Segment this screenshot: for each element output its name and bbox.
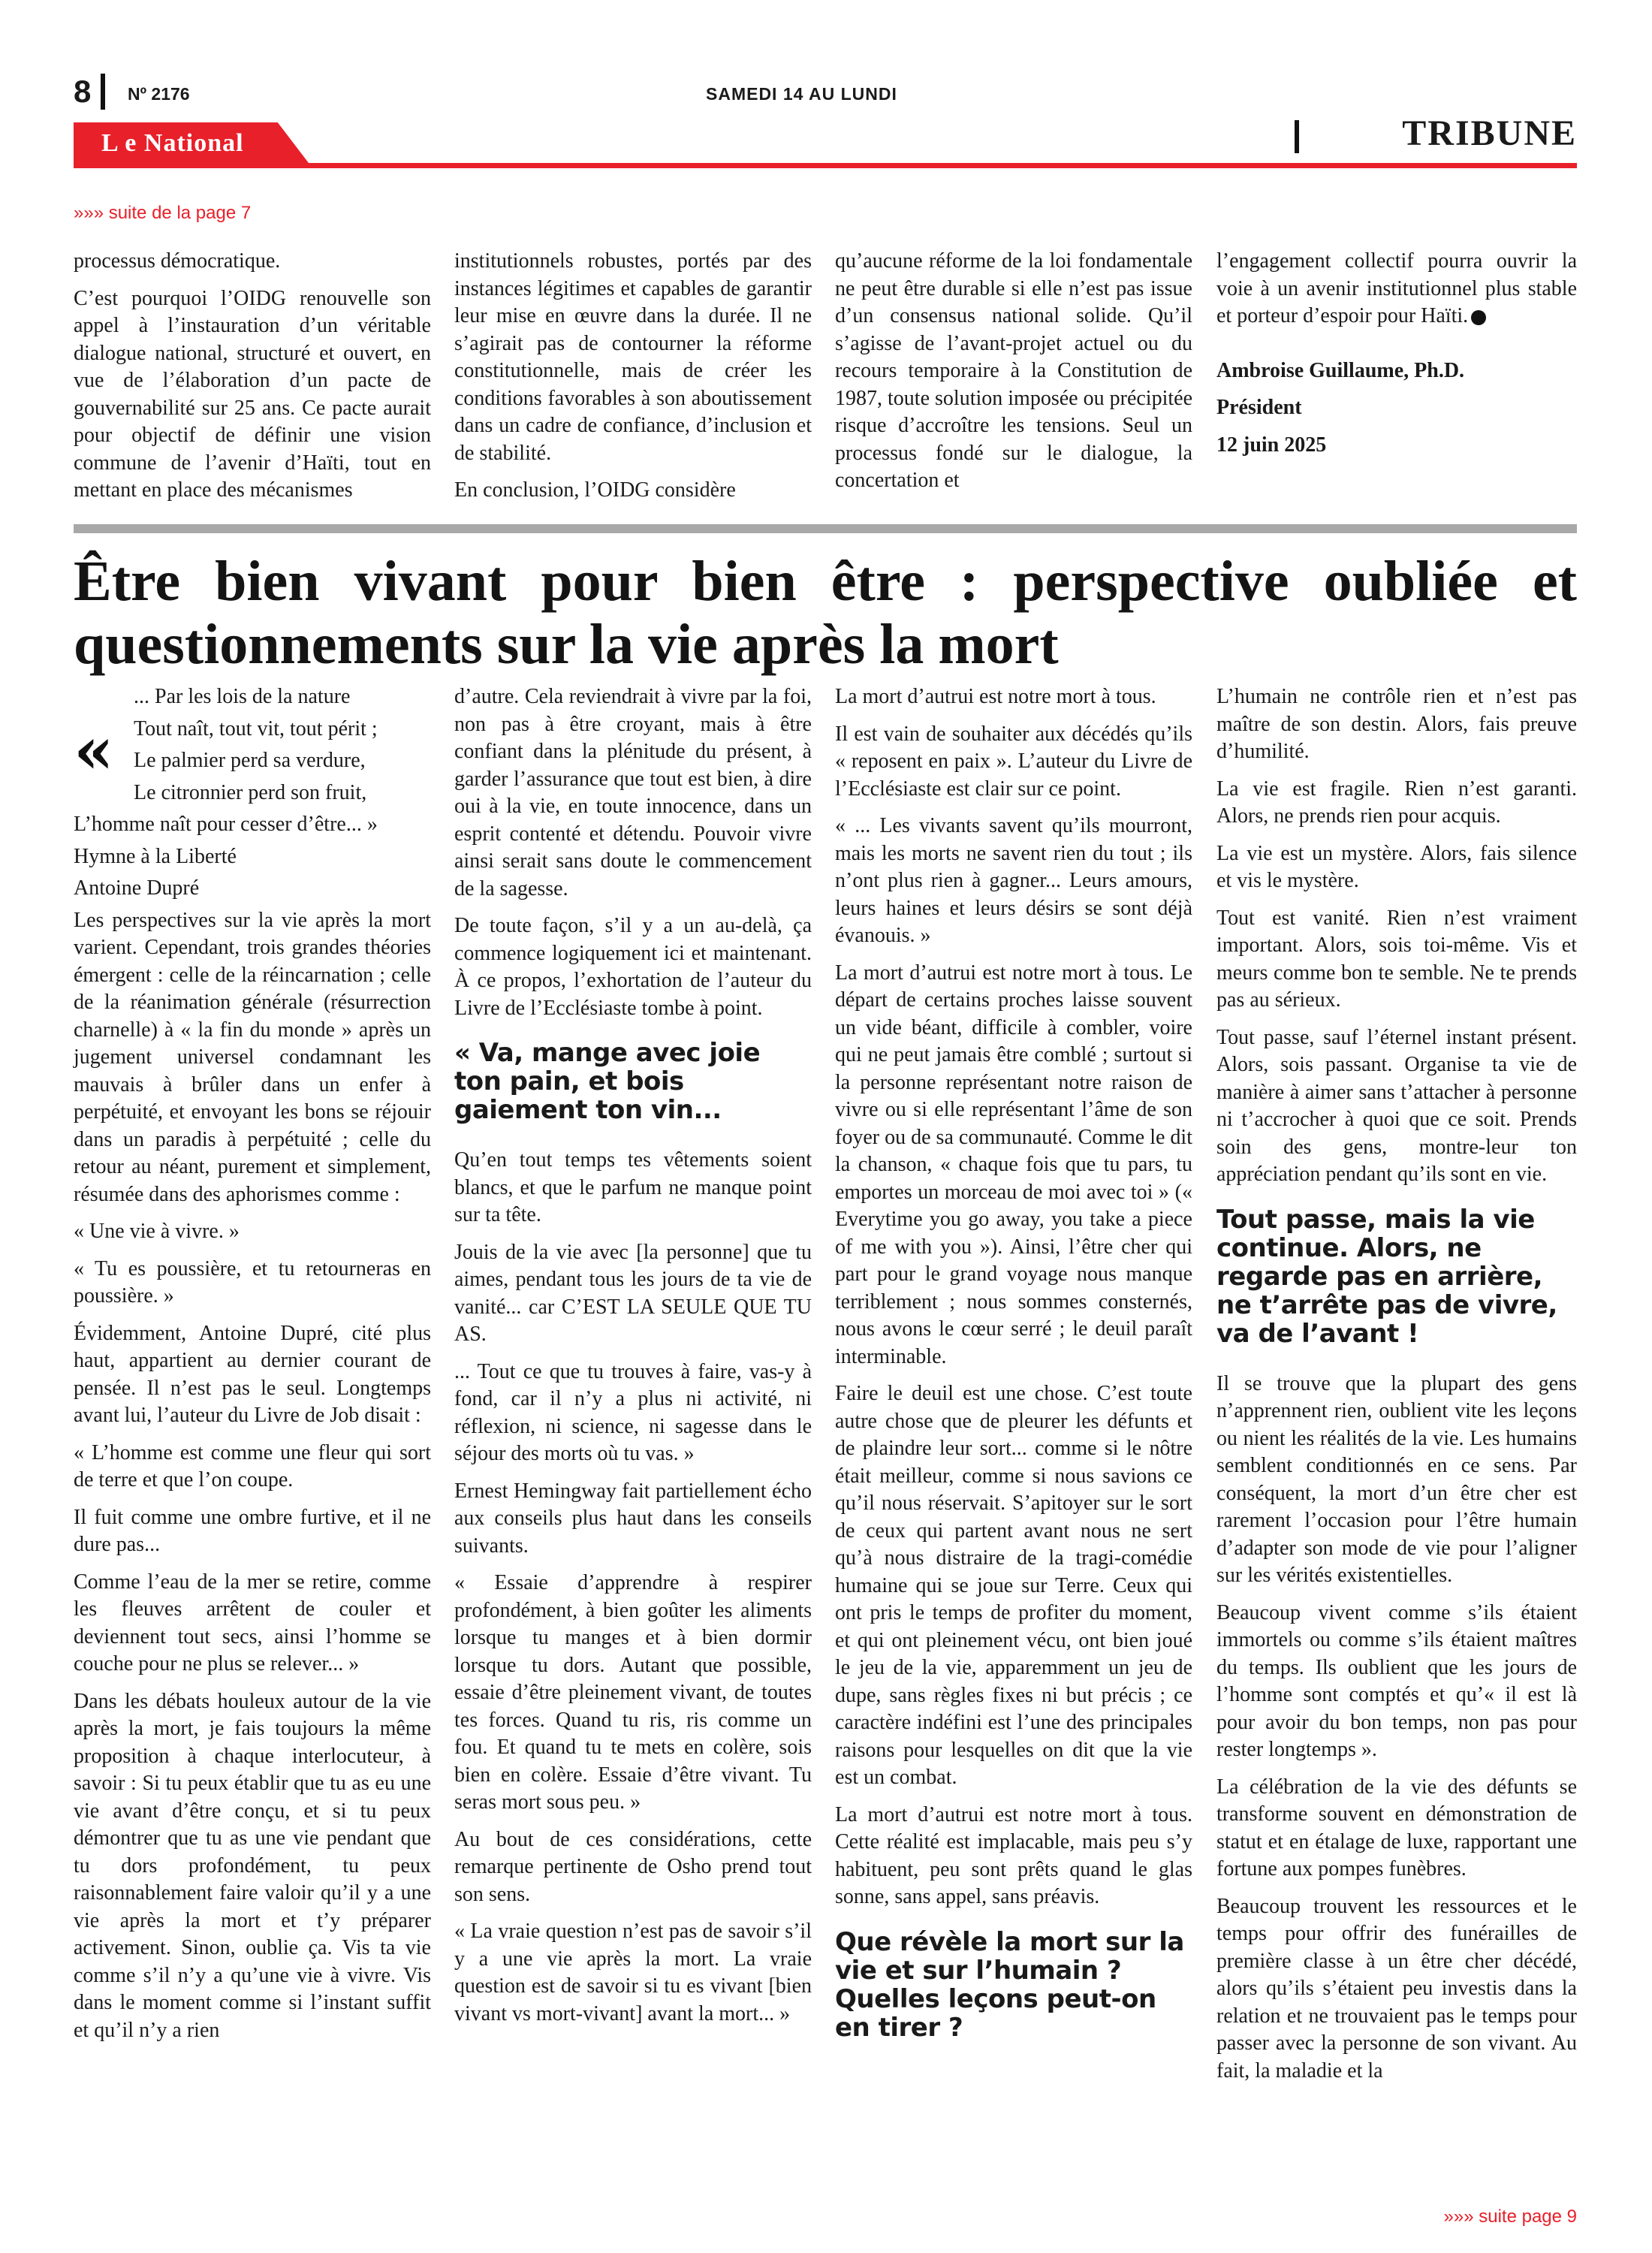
paragraph: En conclusion, l’OIDG considère: [454, 478, 736, 502]
verse-line: Le palmier perd sa verdure,: [134, 749, 366, 772]
paragraph: La mort d’autrui est notre mort à tous.: [835, 685, 1156, 708]
subheading: « Va, mange avec joie ton pain, et bois gaiement ton vin...: [454, 1038, 761, 1125]
issue-number: Nº 2176: [128, 84, 190, 104]
page-number: 8: [74, 74, 92, 109]
paragraph: Les perspectives sur la vie après la mort varient. Cependant, trois grandes théories émergent : celle de la réincarnation ; celle de la réanimation générale (résurrection charnelle) à « la fin du monde » après un jugement universel condamnant les mauvais à brûler dans un enfer à perpétuité, et envoyant les bons se réjouir dans un paradis à perpétuité ; celle du retour au néant, purement et simplement, résumée dans des aphorismes comme :: [74, 908, 431, 1206]
main-article-column-2: [454, 683, 812, 2037]
continued-from-link[interactable]: »»» suite de la page 7: [74, 203, 252, 223]
paragraph: « Une vie à vivre. »: [74, 1220, 240, 1243]
paragraph: La vie est un mystère. Alors, fais silence et vis le mystère.: [1216, 841, 1577, 892]
paragraph: « ... Les vivants savent qu’ils mourront, mais les morts ne savent rien du tout ; ils n’ont plus rien à gagner... Leurs amours, leurs haines et leurs désirs se sont déjà évanouis. »: [835, 814, 1192, 947]
subheading: Tout passe, mais la vie continue. Alors, ne regarde pas en arrière, ne t’arrête pas de vivre, va de l’avant !: [1216, 1204, 1557, 1349]
paragraph: Qu’en tout temps tes vêtements soient blancs, et que le parfum ne manque point sur ta tête.: [454, 1148, 812, 1226]
signature-title: Président: [1216, 396, 1302, 419]
signature-name: Ambroise Guillaume, Ph.D.: [1216, 358, 1465, 382]
paragraph: institutionnels robustes, portés par des instances légitimes et capables de garantir leur mise en œuvre dans la durée. Il ne s’agirait pas de contourner la réforme constitutionnelle, mais de créer les conditions favorables à son aboutissement dans un cadre de confiance, d’inclusion et de stabilité.: [454, 249, 812, 465]
paragraph: « Tu es poussière, et tu retourneras en poussière. »: [74, 1256, 431, 1307]
paragraph: Dans les débats houleux autour de la vie après la mort, je fais toujours la même proposition à chaque interlocuteur, à savoir : Si tu peux établir que tu as eu une vie avant d’être conçu, et si tu peux démontrer que tu as une vie pendant que tu dors profondément, tu peux raisonnablement faire valoir qu’il y a une vie après la mort et t’y préparer activement. Sinon, oublie ça. Vis ta vie comme s’il n’y a qu’une vie à vivre. Vis dans le moment comme si l’instant suffit et qu’il n’y a rien: [74, 1689, 431, 2042]
paragraph: qu’aucune réforme de la loi fondamentale ne peut être durable si elle n’est pas issue d’un consensus national solide. Qu’il s’agisse de l’avant-projet actuel ou du recours temporaire à la Constitution de 1987, toute solution imposée ou précipitée risque d’accroître les tensions. Seul un processus fondé sur le dialogue, la concertation et: [835, 249, 1192, 492]
main-article-column-3: [835, 683, 1192, 2064]
end-of-article-icon: [1471, 310, 1486, 325]
paragraph: La mort d’autrui est notre mort à tous. Cette réalité est implacable, mais peu s’y habituent, peu sont prêts quand le glas sonne, sans appel, sans préavis.: [835, 1802, 1192, 1908]
paragraph: La mort d’autrui est notre mort à tous. Le départ de certains proches laisse souvent un vide béant, difficile à combler, voire qui ne peut jamais être comblé ; surtout si la personne représentant notre raison de vivre ou si elle représentant l’âme de son foyer ou de sa communauté. Comme le dit la chanson, « chaque fois que tu pars, tu emportes un morceau de moi avec toi » (« Everytime you go away, you take a piece of me with you »). Ainsi, l’être cher qui part pour le grand voyage nous manque terriblement ; nous sommes consternés, nous avons le cœur serré ; le deuil paraît interminable.: [835, 961, 1192, 1368]
top-article-column-2: [454, 248, 812, 514]
paragraph: « La vraie question n’est pas de savoir s’il y a une vie après la mort. La vraie question est de savoir si tu es vivant [bien vivant vs mort-vivant] avant la mort... »: [454, 1920, 812, 2025]
section-divider: [1295, 120, 1299, 153]
paragraph: Beaucoup trouvent les ressources et le temps pour offrir des funérailles de première classe à un être cher décédé, alors qu’ils s’étaient peu investis dans la relation et ne trouvaient pas le temps pour passer avec la personne de son vivant. Au fait, la maladie et la: [1216, 1894, 1577, 2083]
dateline: SAMEDI 14 AU LUNDI: [706, 84, 897, 104]
paragraph: C’est pourquoi l’OIDG renouvelle son appel à l’instauration d’un véritable dialogue national, structuré et ouvert, en vue de l’élaboration d’un pacte de gouvernabilité sur 25 ans. Ce pacte aurait pour objectif de définir une vision commune de l’avenir d’Haïti, tout en mettant en place des mécanismes: [74, 286, 431, 502]
paragraph: d’autre. Cela reviendrait à vivre par la foi, non pas à être croyant, mais à être confiant dans la plénitude du présent, à garder l’assurance que tout est bien, à dire oui à la vie, en toute innocence, dans un esprit contenté et détendu. Pouvoir vivre ainsi serait sans doute le commencement de la sagesse.: [454, 685, 812, 900]
opening-quote-icon: «: [74, 713, 114, 789]
top-article-column-1: [74, 248, 431, 514]
paragraph: Tout passe, sauf l’éternel instant présent. Alors, sois passant. Organise ta vie de manière à aimer sans t’attacher à personne ni t’accrocher à quoi que ce soit. Prends soin des gens, montre-leur ton appréciation pendant qu’ils sont en vie.: [1216, 1025, 1577, 1186]
paragraph: L’humain ne contrôle rien et n’est pas maître de son destin. Alors, fais preuve d’humilité.: [1216, 685, 1577, 763]
paragraph: Faire le deuil est une chose. C’est toute autre chose que de pleurer les défunts et de plaindre leur sort... comme si le nôtre était meilleur, comme si nous savions ce qu’il nous réservait. S’apitoyer sur le sort de ceux qui partent avant nous ne sert qu’à nous distraire de la tragi-comédie humaine qui se joue sur Terre. Ceux qui ont pris le temps de profiter du moment, et qui ont pleinement vécu, ont bien joué le jeu de la vie, apparemment un jeu de dupe, sans règles fixes ni but précis ; ce caractère indéfini est l’une des principales raisons pour lesquelles on dit que la vie est un combat.: [835, 1382, 1192, 1789]
verse-line: Tout naît, tout vit, tout périt ;: [134, 716, 378, 740]
quote-author: Antoine Dupré: [74, 876, 200, 900]
article-divider: [74, 524, 1577, 533]
page-number-divider: [101, 74, 105, 110]
paragraph: La vie est fragile. Rien n’est garanti. Alors, ne prends rien pour acquis.: [1216, 777, 1577, 828]
paragraph: « L’homme est comme une fleur qui sort de terre et que l’on coupe.: [74, 1440, 431, 1491]
main-article-column-4: [1216, 683, 1577, 2095]
paragraph: Comme l’eau de la mer se retire, comme les fleuves arrêtent de couler et deviennent tout secs, ainsi l’homme se couche pour ne plus se relever... »: [74, 1570, 431, 1675]
paragraph: La célébration de la vie des défunts se transforme souvent en démonstration de statut et en étalage de luxe, rapportant une fortune aux pompes funèbres.: [1216, 1775, 1577, 1881]
paragraph: Il est vain de souhaiter aux décédés qu’ils « reposent en paix ». L’auteur du Livre de l’Ecclésiaste est clair sur ce point.: [835, 722, 1192, 801]
paragraph: L’homme naît pour cesser d’être... »: [74, 813, 378, 836]
paragraph: Évidemment, Antoine Dupré, cité plus haut, appartient au dernier courant de pensée. Il n’est pas le seul. Longtemps avant lui, l’auteur du Livre de Job disait :: [74, 1321, 431, 1427]
article-headline: Être bien vivant pour bien être : perspective oubliée et questionnements sur la vie après la mort: [74, 550, 1577, 676]
continued-to-link[interactable]: »»» suite page 9: [1443, 2206, 1577, 2227]
subheading: Que révèle la mort sur la vie et sur l’humain ? Quelles leçons peut-on en tirer ?: [835, 1926, 1184, 2043]
top-article-column-4: [1216, 248, 1577, 469]
verse-line: ... Par les lois de la nature: [134, 685, 351, 708]
masthead-logo: L e National: [101, 129, 244, 157]
header-rule: [74, 163, 1577, 168]
quote-source: Hymne à la Liberté: [74, 844, 237, 868]
main-article-column-1: [74, 683, 431, 2054]
paragraph: Au bout de ces considérations, cette remarque pertinente de Osho prend tout son sens.: [454, 1827, 812, 1906]
paragraph: De toute façon, s’il y a un au-delà, ça commence logiquement ici et maintenant. À ce propos, l’exhortation de l’auteur du Livre de l’Ecclésiaste tombe à point.: [454, 914, 812, 1020]
paragraph: ... Tout ce que tu trouves à faire, vas-y à fond, car il n’y a plus ni activité, ni réflexion, ni science, ni sagesse dans le séjour des morts où tu vas. »: [454, 1359, 812, 1465]
paragraph: Tout est vanité. Rien n’est vraiment important. Alors, sois toi-même. Vis et meurs comme bon te semble. Ne te prends pas au sérieux.: [1216, 906, 1577, 1012]
paragraph: Il fuit comme une ombre furtive, et il ne dure pas...: [74, 1505, 431, 1556]
paragraph: processus démocratique.: [74, 249, 281, 273]
top-article-column-3: [835, 248, 1192, 505]
verse-line: Le citronnier perd son fruit,: [134, 780, 367, 804]
signature-date: 12 juin 2025: [1216, 433, 1327, 457]
paragraph: Jouis de la vie avec [la personne] que tu aimes, pendant tous les jours de ta vie de vanité... car C’EST LA SEULE QUE TU AS.: [454, 1240, 812, 1346]
paragraph: Ernest Hemingway fait partiellement écho aux conseils plus haut dans les conseils suivants.: [454, 1479, 812, 1558]
paragraph: Beaucoup vivent comme s’ils étaient immortels ou comme s’ils étaient maîtres du temps. Ils oublient que les jours de l’homme sont comptés et qu’« il est là pour avoir du bon temps, non pas pour rester longtemps ».: [1216, 1600, 1577, 1761]
paragraph: l’engagement collectif pourra ouvrir la voie à un avenir institutionnel plus stable et porteur d’espoir pour Haïti.: [1216, 249, 1577, 327]
paragraph: « Essaie d’apprendre à respirer profondément, à bien goûter les aliments lorsque tu manges et à bien dormir lorsque tu dors. Autant que possible, essaie d’être pleinement vivant, de toutes tes forces. Quand tu ris, ris comme un fou. Et quand tu te mets en colère, sois bien en colère. Essaie d’être vivant. Tu seras mort sous peu. »: [454, 1571, 812, 1814]
paragraph: Il se trouve que la plupart des gens n’apprennent rien, oublient vite les leçons ou nient les réalités de la vie. Les humains semblent conditionnés en ce sens. Par conséquent, la mort d’un être cher est rarement l’occasion pour l’être humain d’adapter son mode de vie pour l’aligner sur les vérités existentielles.: [1216, 1371, 1577, 1587]
section-title: TRIBUNE: [1402, 113, 1577, 153]
